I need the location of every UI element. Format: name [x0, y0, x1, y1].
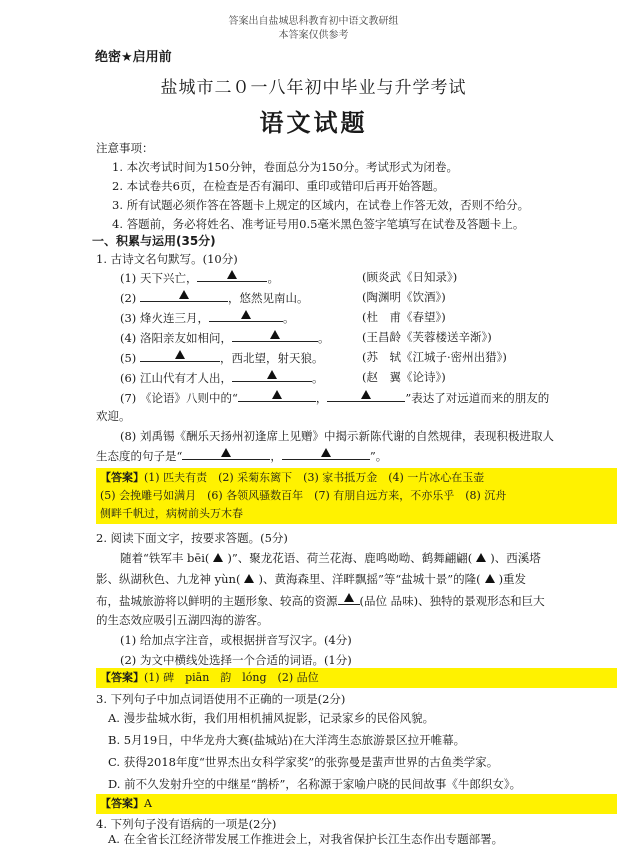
option: C. 获得2018年度“世界杰出女科学家奖”的张弥曼是蜚声世界的古鱼类学家。	[108, 755, 499, 769]
poem-source: (顾炎武《日知录》)	[362, 270, 458, 284]
passage-line: 随着“铁军丰 bēi( )”、聚龙花语、荷兰花海、鹿鸣呦呦、鹤舞翩翩( )、西溪塔	[120, 551, 541, 565]
answer-line: 侧畔千帆过，病树前头万木春	[100, 507, 243, 520]
source-note-line2: 本答案仅供参考	[278, 30, 349, 41]
triangle-icon	[485, 574, 495, 583]
answer-line: 【答案】(1) 匹夫有责 (2) 采菊东篱下 (3) 家书抵万金 (4) 一片冰心在玉壶	[100, 471, 485, 484]
answer-blank	[197, 269, 267, 282]
secret-mark: 绝密★启用前	[95, 50, 172, 65]
poem-line: (8) 刘禹锡《酬乐天扬州初逢席上见赠》中揭示新陈代谢的自然规律，表现积极进取人	[120, 429, 554, 443]
answer-blank	[140, 289, 228, 302]
answer-blank	[209, 309, 283, 322]
passage-line: 影、纵湖秋色、九龙神 yùn( )、黄海森里、洋畔飘摇”等“盐城十景”的隆( )重发	[96, 572, 527, 586]
answer-line: (5) 会挽雕弓如满月 (6) 各领风骚数百年 (7) 有朋自远方来，不亦乐乎 (8) 沉舟	[100, 489, 507, 502]
answer-blank	[232, 329, 318, 342]
answer-line: 【答案】(1) 碑 piān 韵 lóng (2) 品位	[100, 671, 319, 684]
poem-source: (苏 轼《江城子·密州出猎》)	[362, 350, 507, 364]
poem-source: (王昌龄《芙蓉楼送辛渐》)	[362, 330, 492, 344]
answer-blank	[338, 592, 360, 605]
option: A. 在全省长江经济带发展工作推进会上，对我省保护长江生态作出专题部署。	[108, 832, 504, 846]
poem-line: (1) 天下兴亡， 。	[120, 271, 279, 285]
notice-item: 1. 本次考试时间为150分钟，卷面总分为150分。考试形式为闭卷。	[112, 160, 459, 174]
notice-heading: 注意事项：	[96, 141, 154, 155]
triangle-icon	[221, 448, 231, 457]
poem-line: (6) 江山代有才人出， 。	[120, 371, 324, 385]
triangle-icon	[270, 330, 280, 339]
source-note-line1: 答案出自盐城思科教育初中语文教研组	[228, 16, 399, 27]
triangle-icon	[175, 350, 185, 359]
poem-line: (5) ，西北望，射天狼。	[120, 351, 324, 365]
triangle-icon	[241, 310, 251, 319]
triangle-icon	[272, 390, 282, 399]
answer-blank	[282, 447, 370, 460]
triangle-icon	[361, 390, 371, 399]
answer-blank	[232, 369, 312, 382]
poem-line: (2) ，悠然见南山。	[120, 291, 309, 305]
triangle-icon	[267, 370, 277, 379]
triangle-icon	[344, 593, 354, 602]
question-stem: 2. 阅读下面文字，按要求答题。(5分)	[96, 531, 288, 545]
answer-line: 【答案】A	[100, 797, 152, 810]
notice-item: 4. 答题前，务必将姓名、准考证号用0.5毫米黑色签字笔填写在试卷及答题卡上。	[112, 217, 525, 231]
question-stem: 3. 下列句子中加点词语使用不正确的一项是(2分)	[96, 692, 346, 706]
triangle-icon	[179, 290, 189, 299]
option: D. 前不久发射升空的中继星“鹊桥”，名称源于家喻户晓的民间故事《牛郎织女》。	[108, 777, 522, 791]
answer-blank	[327, 389, 405, 402]
poem-line: (7) 《论语》八则中的“ ， ”表达了对远道而来的朋友的	[120, 391, 550, 405]
poem-line: (3) 烽火连三月， 。	[120, 311, 295, 325]
section-heading: 一、积累与运用(35分)	[92, 234, 216, 248]
triangle-icon	[227, 270, 237, 279]
question-stem: 4. 下列句子没有语病的一项是(2分)	[96, 817, 277, 831]
sub-question: (1) 给加点字注音，或根据拼音写汉字。(4分)	[120, 633, 352, 647]
question-stem: 1. 古诗文名句默写。(10分)	[96, 252, 238, 266]
notice-item: 2. 本试卷共6页，在检查是否有漏印、重印或错印后再开始答题。	[112, 179, 445, 193]
poem-source: (赵 翼《论诗》)	[362, 370, 446, 384]
triangle-icon	[213, 553, 223, 562]
passage-line: 布，盐城旅游将以鲜明的主题形象、较高的资源 (品位 品味)、独特的景观形态和巨大	[96, 594, 545, 608]
triangle-icon	[321, 448, 331, 457]
option: A. 漫步盐城水街，我们用相机捕风捉影，记录家乡的民俗风貌。	[108, 711, 435, 725]
answer-blank	[140, 349, 220, 362]
poem-source: (杜 甫《春望》)	[362, 310, 446, 324]
option: B. 5月19日，中华龙舟大赛(盐城站)在大洋湾生态旅游景区拉开帷幕。	[108, 733, 466, 747]
sub-question: (2) 为文中横线处选择一个合适的词语。(1分)	[120, 653, 352, 667]
passage-line: 的生态效应吸引五湖四海的游客。	[96, 613, 269, 627]
poem-line: 生态度的句子是“ ， ”。	[96, 449, 388, 463]
answer-box	[96, 668, 617, 688]
answer-box	[96, 468, 617, 524]
poem-source: (陶渊明《饮酒》)	[362, 290, 446, 304]
poem-line: (4) 洛阳亲友如相问， 。	[120, 331, 330, 345]
poem-line-cont: 欢迎。	[96, 409, 131, 423]
exam-name: 盐城市二０一八年初中毕业与升学考试	[160, 78, 467, 98]
answer-blank	[182, 447, 270, 460]
triangle-icon	[244, 574, 254, 583]
answer-box	[96, 794, 617, 814]
answer-blank	[238, 389, 316, 402]
page-title: 语文试题	[259, 108, 368, 137]
triangle-icon	[476, 553, 486, 562]
notice-item: 3. 所有试题必须作答在答题卡上规定的区域内，在试卷上作答无效，否则不给分。	[112, 198, 530, 212]
